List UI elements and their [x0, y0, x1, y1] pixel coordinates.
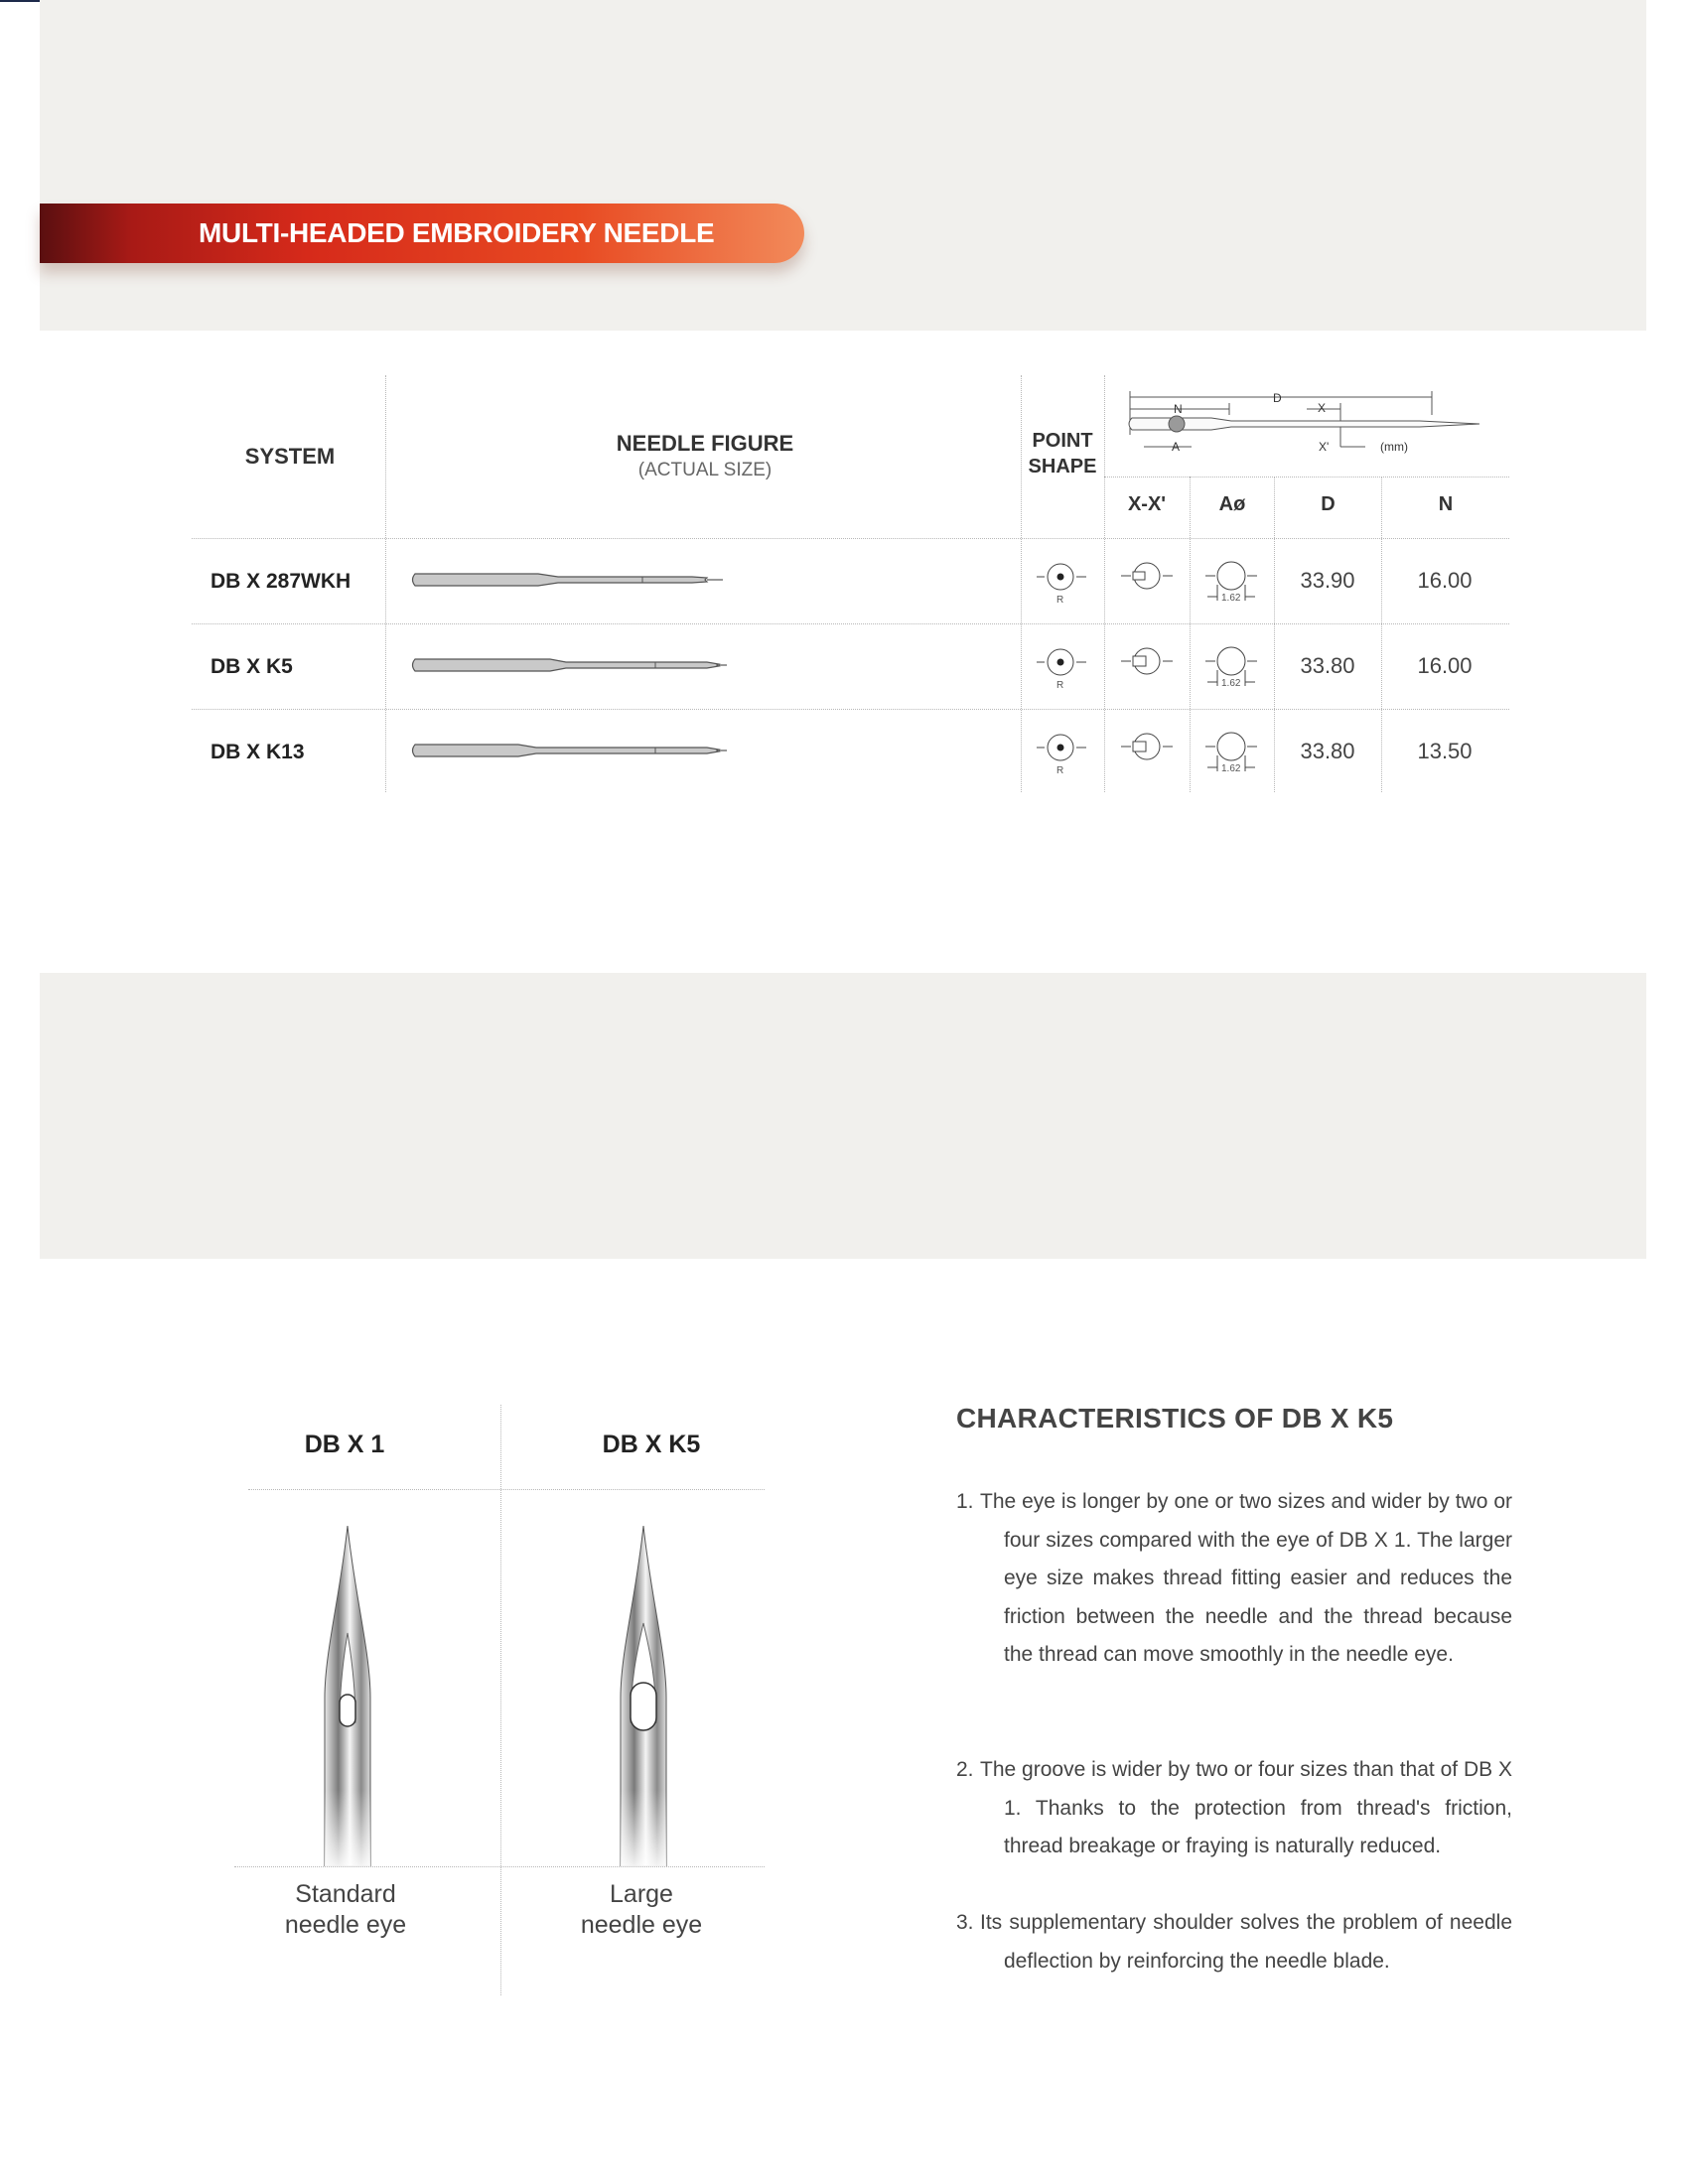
a-value-label: 1.62 [1221, 593, 1241, 604]
point-shape-r-icon [1033, 726, 1102, 785]
row-system: DB X K5 [211, 655, 293, 678]
diagram-label-x-prime: X' [1319, 440, 1330, 454]
header-actual-size: (ACTUAL SIZE) [637, 460, 773, 480]
header-a: Aø [1218, 493, 1246, 515]
row-d-value: 33.80 [1300, 653, 1355, 678]
characteristic-text: The eye is longer by one or two sizes and wider by two or four sizes compared with the eye of DB X 1. The larger eye size makes thread fitting easier and reduces the friction between the needle and the thread because the thread can move smoothly in the needle eye. [980, 1490, 1512, 1667]
col-divider [1021, 375, 1022, 792]
header-band [40, 0, 1646, 331]
header-needle-figure: NEEDLE FIGURE [616, 431, 794, 456]
standard-eye-caption-line1: Standard [295, 1880, 396, 1908]
blank-band [40, 973, 1646, 1259]
col-divider [385, 375, 386, 792]
characteristic-number: 3. [956, 1911, 974, 1934]
header-system: SYSTEM [244, 444, 336, 469]
characteristic-text: Its supplementary shoulder solves the problem of needle deflection by reinforcing the needle blade. [980, 1911, 1512, 1973]
characteristics-title: CHARACTERISTICS OF DB X K5 [956, 1403, 1394, 1433]
xx-section-icon [1117, 640, 1187, 700]
row-n-value: 13.50 [1417, 739, 1473, 763]
header-point: POINT [1032, 430, 1093, 452]
row-d-value: 33.80 [1300, 739, 1355, 763]
a-value-label: 1.62 [1221, 763, 1241, 774]
row-divider [1104, 477, 1509, 478]
characteristic-text: The groove is wider by two or four sizes than that of DB X 1. Thanks to the protection from thread's friction, thread breakage or fraying is naturally reduced. [980, 1758, 1512, 1858]
standard-eye-caption [216, 1879, 475, 1941]
row-divider [192, 538, 1509, 539]
point-shape-r-icon [1033, 555, 1102, 614]
needle-figure-icon [409, 570, 727, 590]
comparison-right-title: DB X K5 [602, 1431, 701, 1458]
xx-section-icon [1117, 726, 1187, 785]
large-eye-caption [512, 1879, 771, 1941]
comparison-base-rule [234, 1866, 765, 1867]
large-eye-caption-line1: Large [610, 1880, 673, 1908]
page-title: MULTI-HEADED EMBROIDERY NEEDLE [199, 217, 715, 248]
header-n: N [1438, 493, 1454, 515]
large-eye-needle-icon [609, 1524, 678, 1866]
comparison-header-rule [248, 1489, 765, 1490]
row-divider [192, 709, 1509, 710]
comparison-divider [500, 1405, 501, 1995]
diagram-label-unit: (mm) [1380, 440, 1408, 454]
characteristic-number: 2. [956, 1758, 974, 1781]
diagram-label-n: N [1174, 402, 1183, 416]
a-diameter-icon [1201, 640, 1271, 700]
comparison-left-title: DB X 1 [304, 1431, 385, 1458]
header-shape: SHAPE [1028, 456, 1097, 478]
row-d-value: 33.90 [1300, 568, 1355, 593]
col-divider [1190, 477, 1191, 792]
characteristic-item [956, 1483, 1512, 1675]
diagram-label-x: X [1318, 401, 1327, 415]
standard-eye-needle-icon [313, 1524, 382, 1866]
header-xx: X-X' [1127, 493, 1167, 515]
needle-dimension-diagram [1122, 385, 1499, 467]
xx-section-icon [1117, 555, 1187, 614]
row-n-value: 16.00 [1417, 653, 1473, 678]
characteristic-item [956, 1904, 1512, 1980]
point-label: R [1056, 680, 1064, 691]
diagram-label-d: D [1273, 391, 1282, 405]
a-diameter-icon [1201, 555, 1271, 614]
a-value-label: 1.62 [1221, 678, 1241, 689]
point-label: R [1056, 765, 1064, 776]
large-eye-caption-line2: needle eye [580, 1911, 703, 1939]
diagram-label-a: A [1172, 440, 1181, 454]
col-divider [1104, 375, 1105, 792]
a-diameter-icon [1201, 726, 1271, 785]
standard-eye-caption-line2: needle eye [284, 1911, 407, 1939]
row-n-value: 16.00 [1417, 568, 1473, 593]
point-label: R [1056, 595, 1064, 606]
title-ribbon [40, 204, 804, 263]
characteristic-item [956, 1751, 1512, 1866]
row-system: DB X 287WKH [211, 570, 352, 593]
top-edge-mark [0, 0, 40, 2]
row-divider [192, 623, 1509, 624]
characteristic-number: 1. [956, 1490, 974, 1513]
needle-figure-icon [409, 741, 727, 760]
header-d: D [1321, 493, 1336, 515]
row-system: DB X K13 [211, 741, 305, 763]
point-shape-r-icon [1033, 640, 1102, 700]
needle-figure-icon [409, 655, 727, 675]
